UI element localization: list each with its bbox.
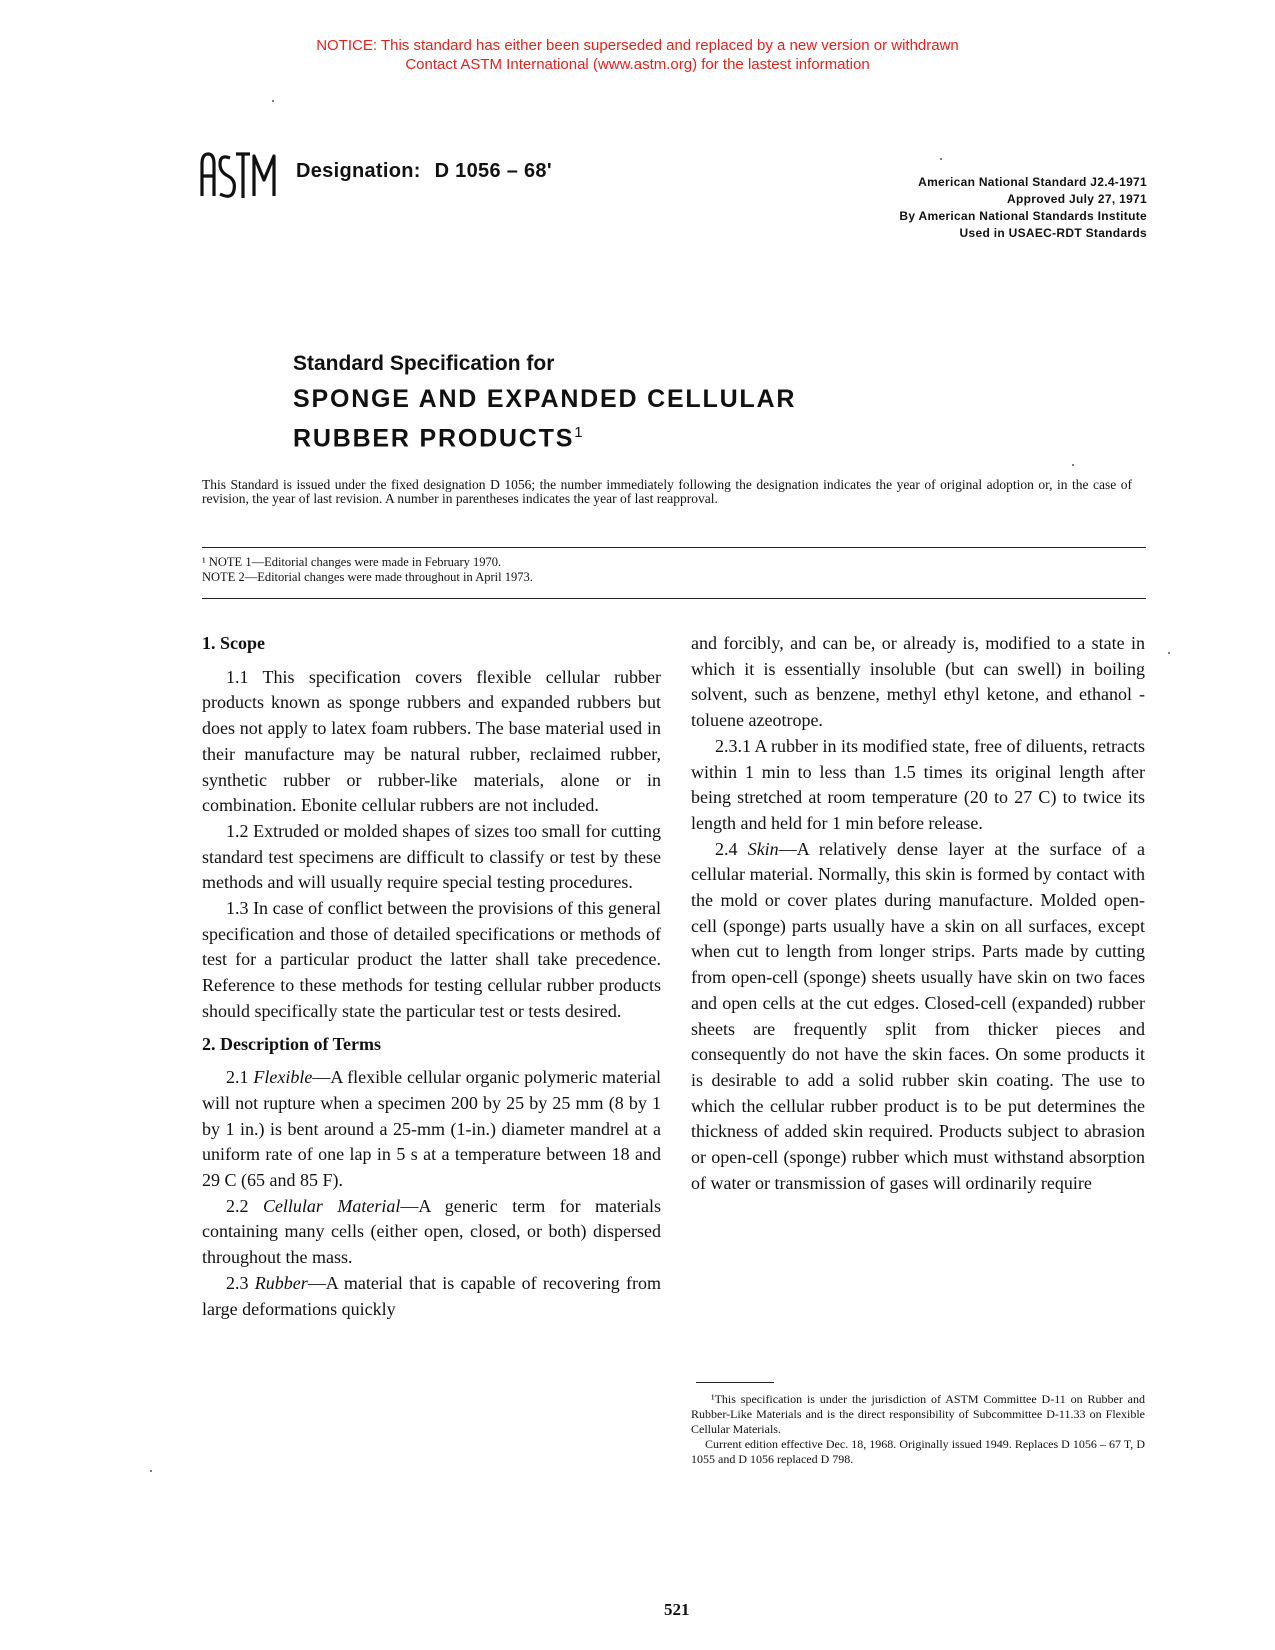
scan-speck <box>272 100 274 102</box>
paragraph-1-3: 1.3 In case of conflict between the provisions of this general specification and those of detailed specifications or methods of test for a particular product the latter shall take precedence. Reference to these methods for testing cellular rubber products should specifically state the particular test or tests desired. <box>202 898 661 1021</box>
editorial-note: NOTE 2—Editorial changes were made throughout in April 1973. <box>202 570 533 584</box>
paragraph-1-2: 1.2 Extruded or molded shapes of sizes too small for cutting standard test specimens are difficult to classify or test by these methods and will usually require special testing procedures. <box>202 820 661 893</box>
section-heading-scope: 1. Scope <box>202 633 265 653</box>
document-title <box>293 352 796 455</box>
definition: —A generic term for materials containing many cells (either open, closed, or both) dispersed throughout the mass. <box>202 1195 662 1268</box>
footnote: Current edition effective Dec. 18, 1968. Originally issued 1949. Replaces D 1056 – 67 T, D 1055 and D 1056 replaced D 798. <box>691 1437 1145 1466</box>
scan-speck <box>940 158 942 160</box>
title-prefix: Standard Specification for <box>293 352 555 375</box>
designation-label: Designation: <box>296 160 421 182</box>
paragraph-2-3-continued: and forcibly, and can be, or already is, modified to a state in which it is essentially insoluble (but can swell) in boiling solvent, such as benzene, methyl ethyl ketone, and ethanol - toluene azeotrope. <box>691 633 1145 731</box>
definition: —A material that is capable of recovering from large deformations quickly <box>202 1272 661 1319</box>
footnote-rule <box>696 1382 774 1383</box>
title-footnote-mark: 1 <box>574 424 585 441</box>
ansi-line: By American National Standards Institute <box>899 209 1147 223</box>
paragraph-2-4 <box>691 837 1145 1197</box>
paragraph-2-1 <box>202 1065 661 1194</box>
designation-code: D 1056 – 68' <box>434 160 552 182</box>
section-heading-terms: 2. Description of Terms <box>202 1033 381 1054</box>
editorial-note: ¹ NOTE 1—Editorial changes were made in February 1970. <box>202 555 502 569</box>
definition: —A flexible cellular organic polymeric material will not rupture when a specimen 200 by 25 by 25 mm (8 by 1 by 1 in.) is bent around a 25-mm (1-in.) diameter mandrel at a uniform rate of one lap in 5 s at a temperature between 18 and 29 C (65 and 85 F). <box>202 1067 662 1191</box>
scan-speck <box>1168 652 1170 654</box>
definition: —A relatively dense layer at the surface of a cellular material. Normally, this skin is formed by contact with the mold or cover plates during manufacture. Molded open-cell (sponge) parts usually have a skin on all surfaces, except when cut to length from longer strips. Parts made by cutting from open-cell (sponge) sheets usually have skin on two faces and open cells at the cut edges. Closed-cell (expanded) rubber sheets are frequently split from thicker pieces and consequently do not have the skin faces. On some products it is desirable to add a solid rubber skin coating. The use to which the cellular rubber product is to be put determines the thickness of added skin required. Products subject to abrasion or open-cell (sponge) rubber which must withstand absorption of water or transmission of gases will ordinarily require <box>691 838 1145 1193</box>
title-line-2 <box>293 416 796 455</box>
ansi-line: Approved July 27, 1971 <box>1007 192 1147 206</box>
paragraph-number: 2.1 <box>226 1067 254 1088</box>
paragraph-number: 2.3 <box>226 1272 255 1293</box>
supersede-notice <box>0 36 1275 74</box>
paragraph-2-3-1: 2.3.1 A rubber in its modified state, free of diluents, retracts within 1 min to less than 1.5 times its original length after being stretched at room temperature (20 to 27 C) to twice its length and held for 1 min before release. <box>691 735 1145 833</box>
designation <box>296 160 552 183</box>
ansi-approval-block <box>899 174 1147 242</box>
scan-speck <box>1072 464 1074 466</box>
notice-line-2: Contact ASTM International (www.astm.org) for the lastest information <box>405 56 870 73</box>
paragraph-number: 2.2 <box>226 1195 263 1216</box>
notice-line-1: NOTICE: This standard has either been superseded and replaced by a new version or withdrawn <box>316 37 959 54</box>
term: Rubber <box>254 1272 308 1293</box>
term: Skin <box>747 838 779 859</box>
divider <box>202 547 1146 548</box>
footnotes <box>691 1392 1145 1467</box>
title-line-2-text: RUBBER PRODUCTS <box>293 424 575 453</box>
standard-issuance-note: This Standard is issued under the fixed designation D 1056; the number immediately following the designation indicates the year of original adoption or, in the case of revision, the year of last revision. A number in parentheses indicates the year of last reapproval. <box>202 477 1132 506</box>
ansi-line: American National Standard J2.4-1971 <box>918 175 1147 189</box>
paragraph-1-1: 1.1 This specification covers flexible cellular rubber products known as sponge rubbers and expanded rubbers but does not apply to latex foam rubbers. The base material used in their manufacture may be natural rubber, reclaimed rubber, synthetic rubber or rubber-like materials, alone or in combination. Ebonite cellular rubbers are not included. <box>202 666 661 816</box>
right-column <box>691 631 1145 1196</box>
term: Cellular Material <box>262 1195 401 1216</box>
astm-logo-icon <box>198 150 276 202</box>
term: Flexible <box>253 1067 313 1088</box>
editorial-notes <box>202 555 962 585</box>
paragraph-number: 2.4 <box>715 838 748 859</box>
left-column <box>202 631 661 1322</box>
ansi-line: Used in USAEC-RDT Standards <box>959 226 1147 240</box>
scan-speck <box>150 1470 152 1472</box>
footnote: ¹This specification is under the jurisdiction of ASTM Committee D-11 on Rubber and Rubber-Like Materials and is the direct responsibility of Subcommittee D-11.33 on Flexible Cellular Materials. <box>691 1392 1145 1436</box>
paragraph-2-3 <box>202 1271 661 1322</box>
title-line-1: SPONGE AND EXPANDED CELLULAR <box>293 385 797 413</box>
paragraph-2-2 <box>202 1194 661 1271</box>
divider <box>202 598 1146 599</box>
page-number: 521 <box>664 1600 690 1619</box>
